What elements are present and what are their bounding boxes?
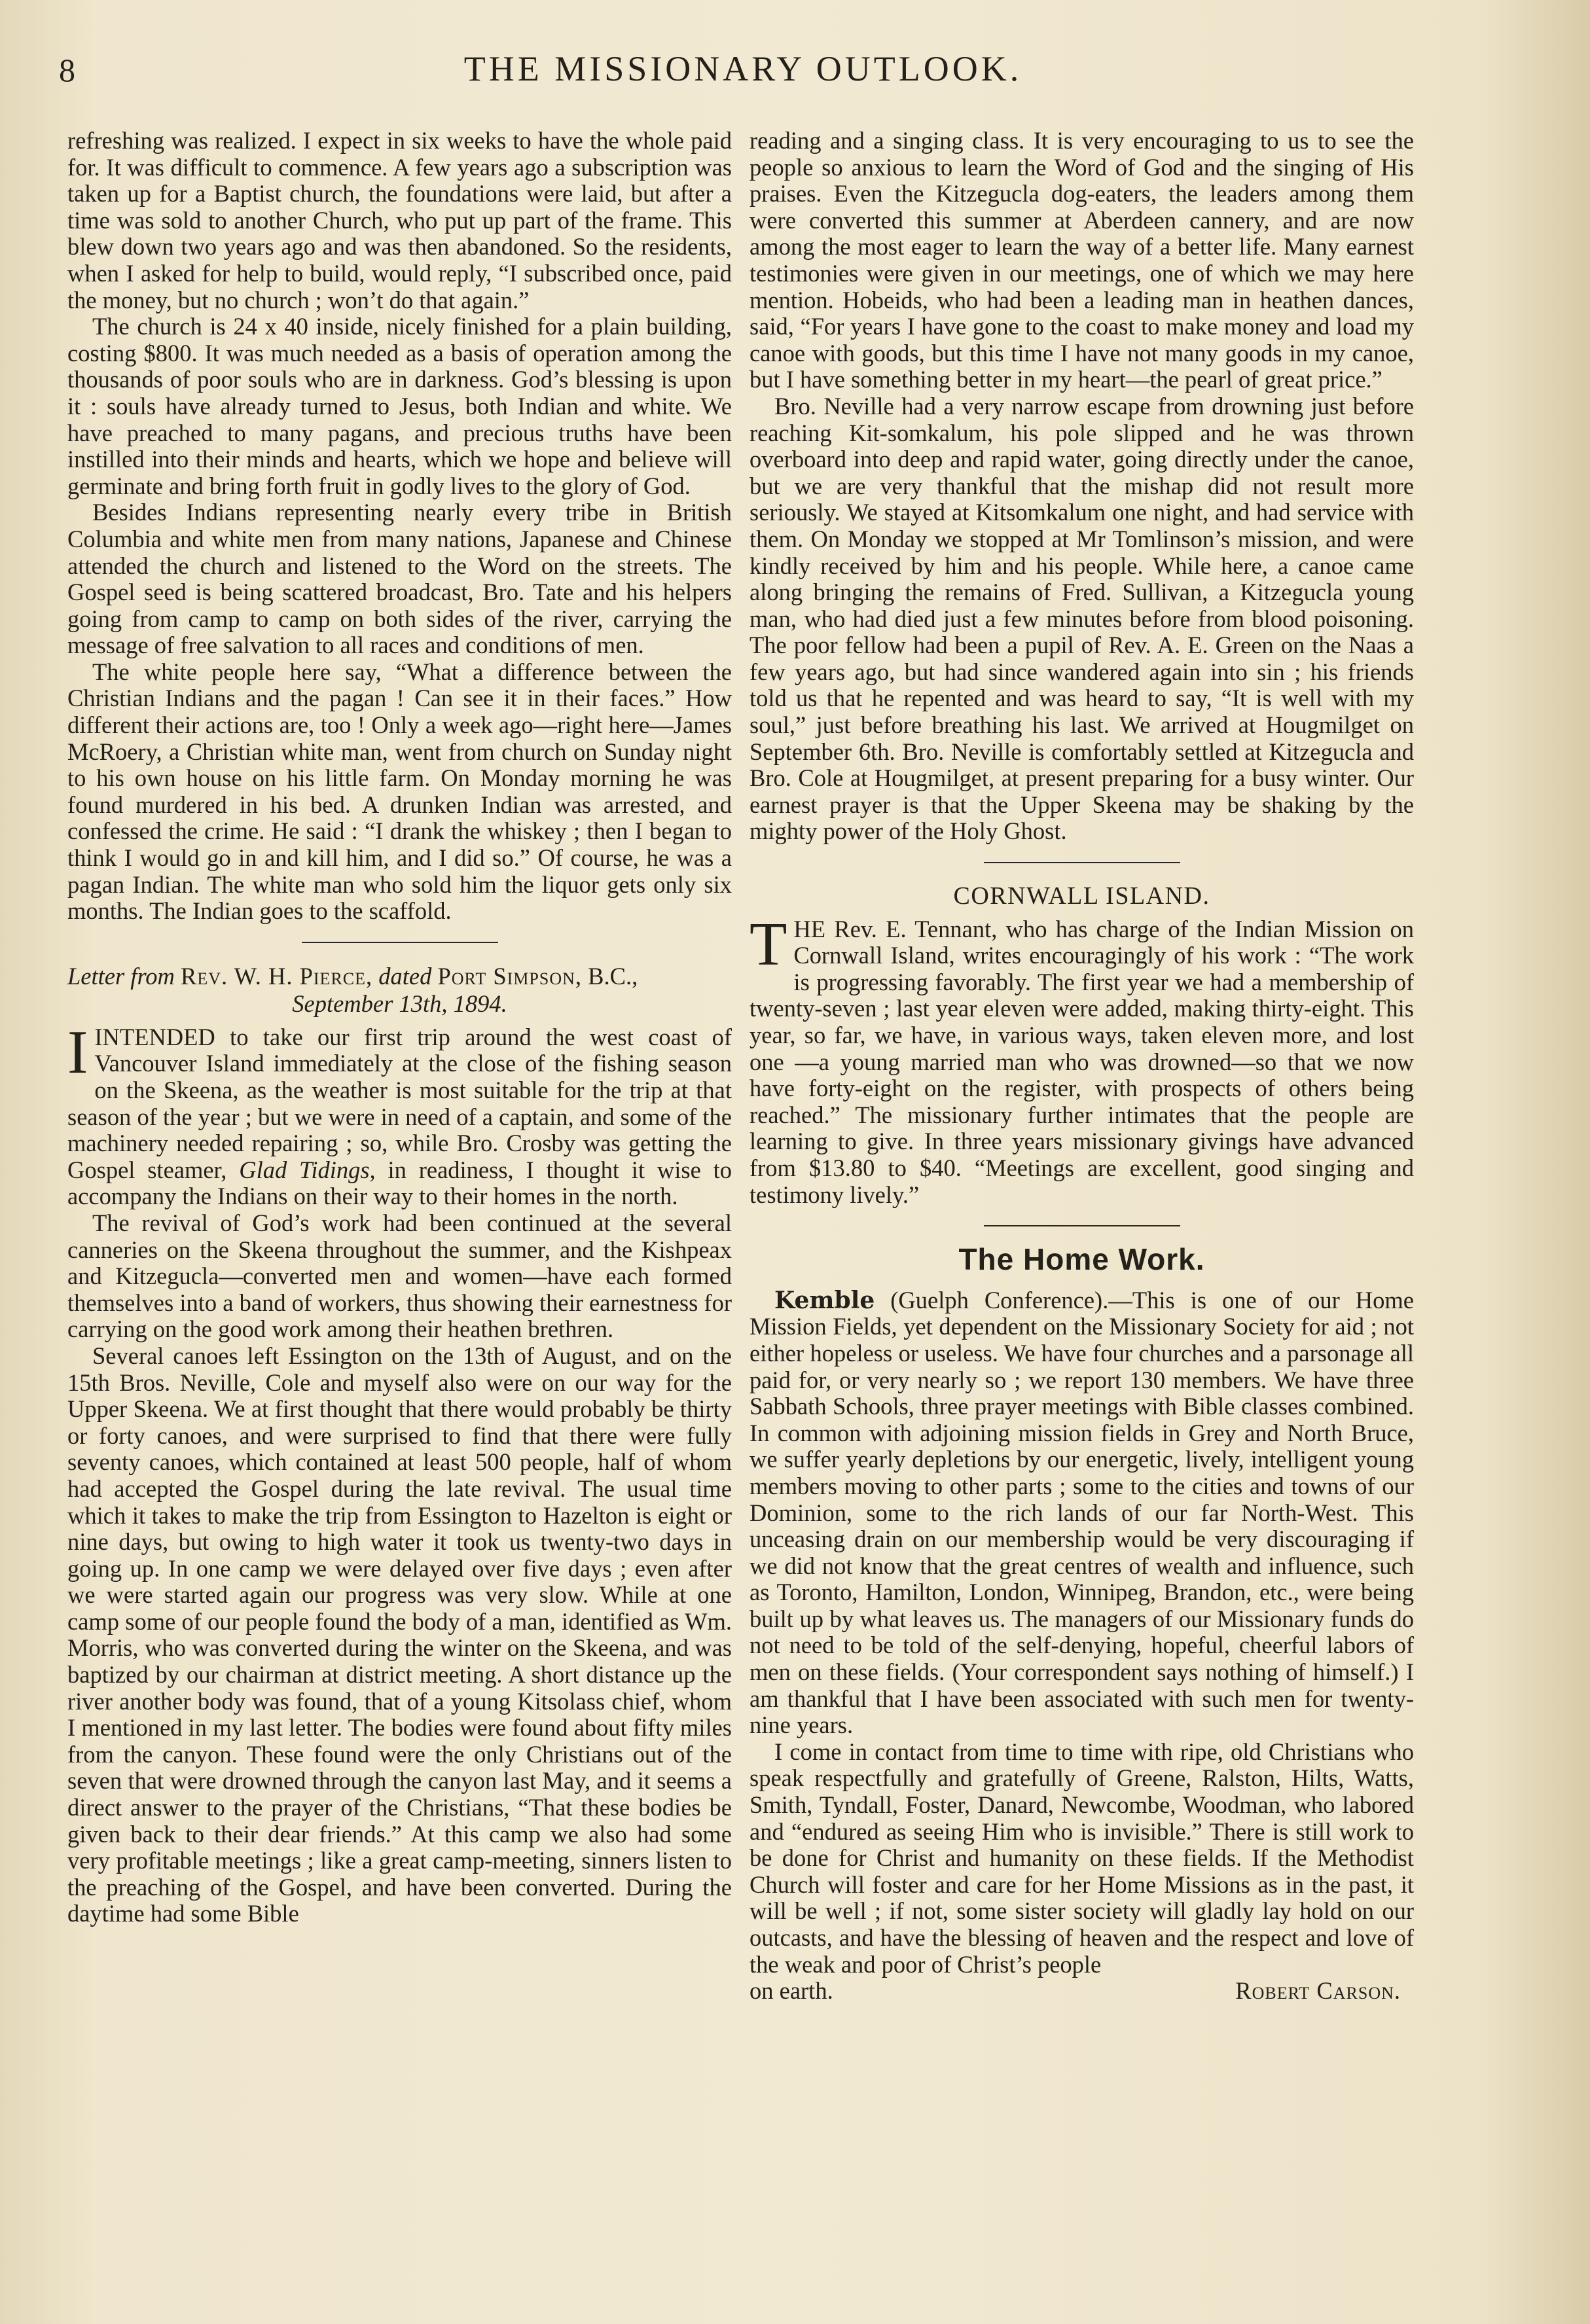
paragraph — [750, 1287, 1414, 1739]
letter-from-label: Letter from — [67, 962, 175, 990]
paragraph: The white people here say, “What a difference between the Christian Indians and the pagan ! Can see it in their faces.” How different their actions are, too ! Only a week ago—right here—James McRoery, a Christian white man, went from church on Sunday night to his own house on his little farm. On Monday morning he was found murdered in his bed. A drunken Indian was arrested, and confessed the crime. He said : “I drank the whiskey ; then I began to think I would go in and kill him, and I did so.” Of course, he was a pagan Indian. The white man who sold him the liquor gets only six months. The Indian goes to the scaffold. — [67, 658, 732, 925]
paragraph-text: in readiness, I thought it wise to accompany the Indians on their way to their homes in the north. — [67, 1156, 732, 1210]
home-work-heading: The Home Work. — [958, 1242, 1205, 1277]
paragraph: I come in contact from time to time with ripe, old Christians who speak respectfully and gratefully of Greene, Ralston, Hilts, Watts, Smith, Tyndall, Foster, Danard, Newcombe, Woodman, who labored and “endured as seeing Him who is invisible.” There is still work to be done for Christ and humanity on these fields. If the Methodist Church will foster and care for her Home Missions as in the past, it will be well ; if not, some sister society will gladly lay hold on our outcasts, and have the blessing of heaven and the respect and love of the weak and poor of Christ’s people — [750, 1738, 1414, 1978]
paragraph: The revival of God’s work had been continued at the several canneries on the Skeena throughout the summer, and the Kishpeax and Kitzegucla—converted men and women—have each formed themselves into a band of workers, thus showing their earnestness for carrying on the good work among their heathen brethren. — [67, 1209, 732, 1343]
kemble-name: Kemble — [774, 1286, 875, 1314]
paragraph-text: INTENDED to take our first trip around the west coast of Vancouver Island immediately at the close of the fishing season on the Skeena, as the weather is most suitable for the trip at that season of the year ; but we were in need of a captain, and some of the machinery needed repairing ; so, while Bro. Crosby was getting the Gospel steamer, — [67, 1023, 732, 1183]
closing-line — [750, 1978, 1414, 2005]
paragraph-text: (Guelph Conference).—This is one of our Home Mission Fields, yet dependent on the Missionary Society for aid ; not either hopeless or useless. We have four churches and a parsonage all paid for, or very nearly so ; we report 130 members. We have three Sabbath Schools, three prayer meetings with Bible classes combined. In common with adjoining mission fields in Grey and North Bruce, we suffer yearly depletions by our energetic, lively, intelligent young members moving to other parts ; some to the cities and towns of our Dominion, some to the rich lands of our far North-West. This unceasing drain on our membership would be very discouraging if we did not know that the great centres of wealth and influence, such as Toronto, Hamilton, London, Winnipeg, Brandon, etc., were being built up by what leaves us. The managers of our Missionary funds do not need to be told of the self-denying, hopeful, cheerful labors of men on these fields. (Your correspondent says nothing of himself.) I am thankful that I have been associated with such men for twenty-nine years. — [750, 1286, 1414, 1739]
paragraph: The church is 24 x 40 inside, nicely finished for a plain building, costing $800. It was much needed as a basis of operation among the thousands of poor souls who are in darkness. God’s blessing is upon it : souls have already turned to Jesus, both Indian and white. We have preached to many pagans, and precious truths have been instilled into their minds and hearts, which we hope and believe will germinate and bring forth fruit in godly lives to the glory of God. — [67, 313, 732, 499]
section-divider — [984, 862, 1180, 863]
letter-province: B.C., — [588, 962, 638, 990]
left-column — [67, 128, 732, 1927]
section-divider — [984, 1225, 1180, 1226]
dated-label: dated — [378, 962, 432, 990]
page-header — [59, 46, 1427, 98]
cornwall-section — [750, 910, 1414, 1209]
letter-place: Port Simpson, — [437, 962, 583, 990]
letter-date: September 13th, 1894. — [292, 990, 507, 1017]
paragraph: refreshing was realized. I expect in six weeks to have the whole paid for. It was difficult to commence. A few years ago a subscription was taken up for a Baptist church, the foundations were laid, but after a time was sold to another Church, who put up part of the frame. This blew down two years ago and was then abandoned. So the residents, when I asked for help to build, would reply, “I subscribed once, paid the money, but no church ; won’t do that again.” — [67, 127, 732, 313]
letter-body — [67, 1018, 732, 1210]
cornwall-island-heading: CORNWALL ISLAND. — [953, 882, 1210, 910]
running-title: THE MISSIONARY OUTLOOK. — [463, 49, 1022, 88]
paragraph: Bro. Neville had a very narrow escape from drowning just before reaching Kit-somkalum, his pole slipped and he was thrown overboard into deep and rapid water, going directly under the canoe, but we are very thankful that the mishap did not result more seriously. We stayed at Kitsomkalum one night, and had service with them. On Monday we stopped at Mr Tomlinson’s mission, and were kindly received by him and his people. While here, a canoe came along bringing the remains of Fred. Sullivan, a Kitzegucla young man, who had died just a few minutes before from blood poisoning. The poor fellow had been a pupil of Rev. A. E. Green on the Naas a few years ago, but had since wandered again into sin ; his friends told us that he repented and was heard to say, “It is well with my soul,” just before breathing his last. We arrived at Hougmilget on September 6th. Bro. Neville is comfortably settled at Kitzegucla and Bro. Cole at Hougmilget, at present preparing for a busy winter. Our earnest prayer is that the Upper Skeena may be shaking by the mighty power of the Holy Ghost. — [750, 392, 1414, 845]
paragraph: Besides Indians representing nearly every tribe in British Columbia and white men from many nations, Japanese and Chinese attended the church and listened to the Word on the streets. The Gospel seed is being scattered broadcast, Bro. Tate and his helpers going from camp to camp on both sides of the river, carrying the message of free salvation to all races and conditions of men. — [67, 499, 732, 659]
letter-heading — [67, 963, 732, 1018]
drop-cap: I — [67, 1018, 88, 1086]
page-number: 8 — [59, 52, 76, 88]
paragraph: Several canoes left Essington on the 13th of August, and on the 15th Bros. Neville, Cole and myself also were on our way for the Upper Skeena. We at first thought that there would probably be thirty or forty canoes, and were surprised to find that there were fully seventy canoes, which contained at least 500 people, half of whom had accepted the Gospel during the late revival. The usual time which it takes to make the trip from Essington to Hazelton is eight or nine days, but owing to high water it took us twenty-two days in going up. In one camp we were delayed over five days ; even after we were started again our progress was very slow. While at one camp some of our people found the body of a man, identified as Wm. Morris, who was converted during the winter on the Skeena, and was baptized by our chairman at district meeting. A short distance up the river another body was found, that of a young Kitsolass chief, whom I mentioned in my last letter. The bodies were found about fifty miles from the canyon. These found were the only Christians out of the seven that were drowned through the canyon last May, and it seems a direct answer to the prayer of the Christians, “That these bodies be given back to their dear friends.” At this camp we also had some very profitable meetings ; like a great camp-meeting, sinners listen to the preaching of the Gospel, and have been converted. During the daytime had some Bible — [67, 1342, 732, 1927]
right-column — [750, 128, 1414, 2005]
letter-author: Rev. W. H. Pierce, — [181, 962, 373, 990]
paragraph-text: on earth. — [750, 1977, 833, 2005]
signature: Robert Carson. — [1235, 1977, 1401, 2005]
section-divider — [302, 942, 498, 943]
paragraph: HE Rev. E. Tennant, who has charge of the Indian Mission on Cornwall Island, writes encouragingly of his work : “The work is progressing favorably. The first year we had a membership of twenty-seven ; last year eleven were added, making thirty-eight. This year, so far, we have, in various ways, taken eleven more, and lost one —a young married man who was drowned—so that we now have forty-eight on the register, with prospects of others being reached.” The missionary further intimates that the people are learning to give. In three years missionary givings have advanced from $13.80 to $40. “Meetings are excellent, good singing and testimony lively.” — [750, 915, 1414, 1208]
paragraph: reading and a singing class. It is very encouraging to us to see the people so anxious to learn the Word of God and the singing of His praises. Even the Kitzegucla dog-eaters, the leaders among them were converted this summer at Aberdeen cannery, and are now among the most eager to learn the way of a better life. Many earnest testimonies were given in our meetings, one of which we may here mention. Hobeids, who had been a leading man in heathen dances, said, “For years I have gone to the coast to make money and load my canoe with goods, but this time I have not many goods in my canoe, but I have something better in my heart—the pearl of great price.” — [750, 127, 1414, 393]
steamer-name: Glad Tidings, — [239, 1156, 376, 1183]
drop-cap: T — [750, 910, 787, 978]
paragraph — [67, 1018, 732, 1210]
